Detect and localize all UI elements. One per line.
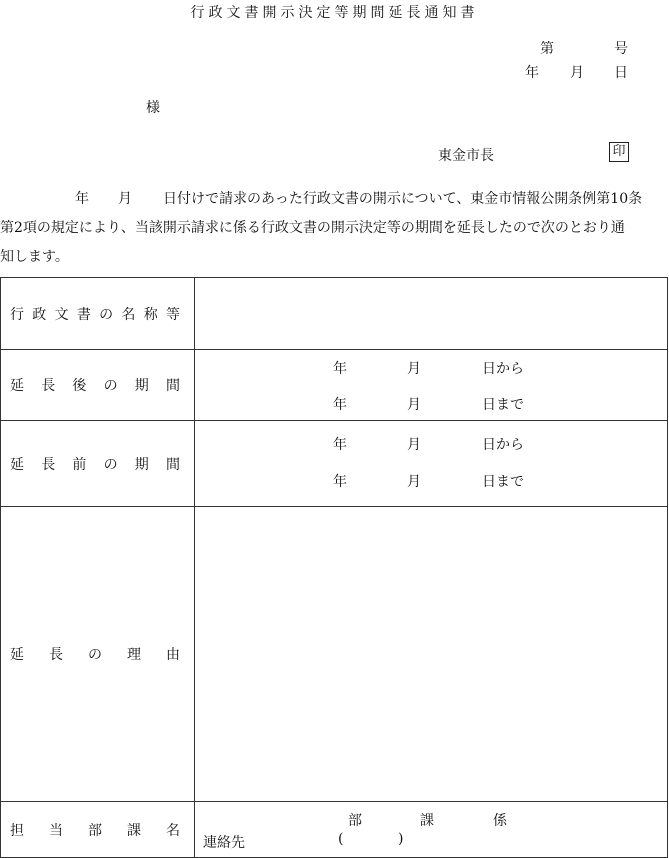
label-char: 間 <box>165 378 180 394</box>
body-month: 月 <box>118 191 132 207</box>
row-department <box>1 802 668 858</box>
document-name-field[interactable] <box>195 278 668 350</box>
label-char: 部 <box>88 822 102 839</box>
label-char: 政 <box>32 306 47 323</box>
label-char: 延 <box>10 647 24 663</box>
label-char: の <box>99 306 114 323</box>
label-char: 延 <box>10 456 24 473</box>
date-from: 日から <box>482 361 524 377</box>
document-title: 行政文書開示決定等期間延長通知書 <box>190 5 479 21</box>
label-char: 期 <box>134 456 149 473</box>
label-cell <box>1 350 195 421</box>
label-char: 長 <box>49 647 63 663</box>
label-char: 名 <box>166 822 180 839</box>
label-char: 間 <box>165 456 180 473</box>
body-line-2: 第2項の規定により、当該開示請求に係る行政文書の開示決定等の期間を延長したので次のとおり通 <box>0 220 625 236</box>
seal-mark: 印 <box>609 142 629 162</box>
label-char: 由 <box>166 647 180 663</box>
label-period-before <box>1 454 194 474</box>
label-reason <box>1 644 194 664</box>
date-until: 日まで <box>482 397 524 413</box>
paren-open: ( <box>338 831 344 847</box>
label-cell <box>1 802 195 858</box>
label-char: 名 <box>121 306 136 323</box>
date-year: 年 <box>525 65 539 81</box>
date-month: 月 <box>407 437 421 453</box>
date-year: 年 <box>333 397 347 413</box>
number-dai: 第 <box>540 41 554 57</box>
label-cell <box>1 421 195 507</box>
body-line-1-text: 日付けで請求のあった行政文書の開示について、東金市情報公開条例第10条 <box>163 191 643 207</box>
issuer: 東金市長 <box>438 148 494 164</box>
label-char: 称 <box>143 306 158 323</box>
department-field[interactable] <box>195 802 668 858</box>
label-period-after <box>1 375 194 395</box>
label-char: 期 <box>134 378 149 394</box>
label-char: 当 <box>49 822 63 839</box>
dept-ka: 課 <box>420 813 434 829</box>
body-year: 年 <box>75 191 89 207</box>
label-char: 担 <box>10 822 24 839</box>
label-department <box>1 820 194 840</box>
date-year: 年 <box>333 361 347 377</box>
label-char: 等 <box>165 306 180 323</box>
label-cell <box>1 278 195 350</box>
row-period-before <box>1 421 668 507</box>
label-char: 後 <box>72 378 87 394</box>
paren-close: ) <box>398 831 404 847</box>
label-char: 書 <box>76 306 91 323</box>
date-year: 年 <box>333 437 347 453</box>
label-char: 長 <box>41 378 56 394</box>
contact-label: 連絡先 <box>203 835 245 851</box>
label-char: 理 <box>127 647 141 663</box>
label-char: 延 <box>10 378 24 394</box>
label-char: の <box>88 647 102 663</box>
label-char: 文 <box>54 306 69 323</box>
label-cell <box>1 507 195 802</box>
date-month: 月 <box>407 474 421 490</box>
reason-field[interactable] <box>195 507 668 802</box>
label-char: 行 <box>10 306 24 323</box>
number-go: 号 <box>614 41 628 57</box>
date-month: 月 <box>570 65 584 81</box>
date-from: 日から <box>482 437 524 453</box>
label-char: の <box>103 456 118 473</box>
label-char: 長 <box>41 456 56 473</box>
row-document-name <box>1 278 668 350</box>
label-char: の <box>103 378 118 394</box>
period-after-field[interactable] <box>195 350 668 421</box>
form-table <box>0 277 668 858</box>
label-document-name <box>1 304 194 324</box>
label-char: 前 <box>72 456 87 473</box>
row-reason <box>1 507 668 802</box>
label-char: 課 <box>127 822 141 839</box>
date-month: 月 <box>407 397 421 413</box>
period-before-field[interactable] <box>195 421 668 507</box>
date-month: 月 <box>407 361 421 377</box>
recipient-suffix: 様 <box>146 100 160 116</box>
dept-kakari: 係 <box>493 813 507 829</box>
date-year: 年 <box>333 474 347 490</box>
date-until: 日まで <box>482 474 524 490</box>
body-line-3: 知します。 <box>0 249 69 265</box>
row-period-after <box>1 350 668 421</box>
dept-bu: 部 <box>348 813 362 829</box>
date-day: 日 <box>614 65 628 81</box>
